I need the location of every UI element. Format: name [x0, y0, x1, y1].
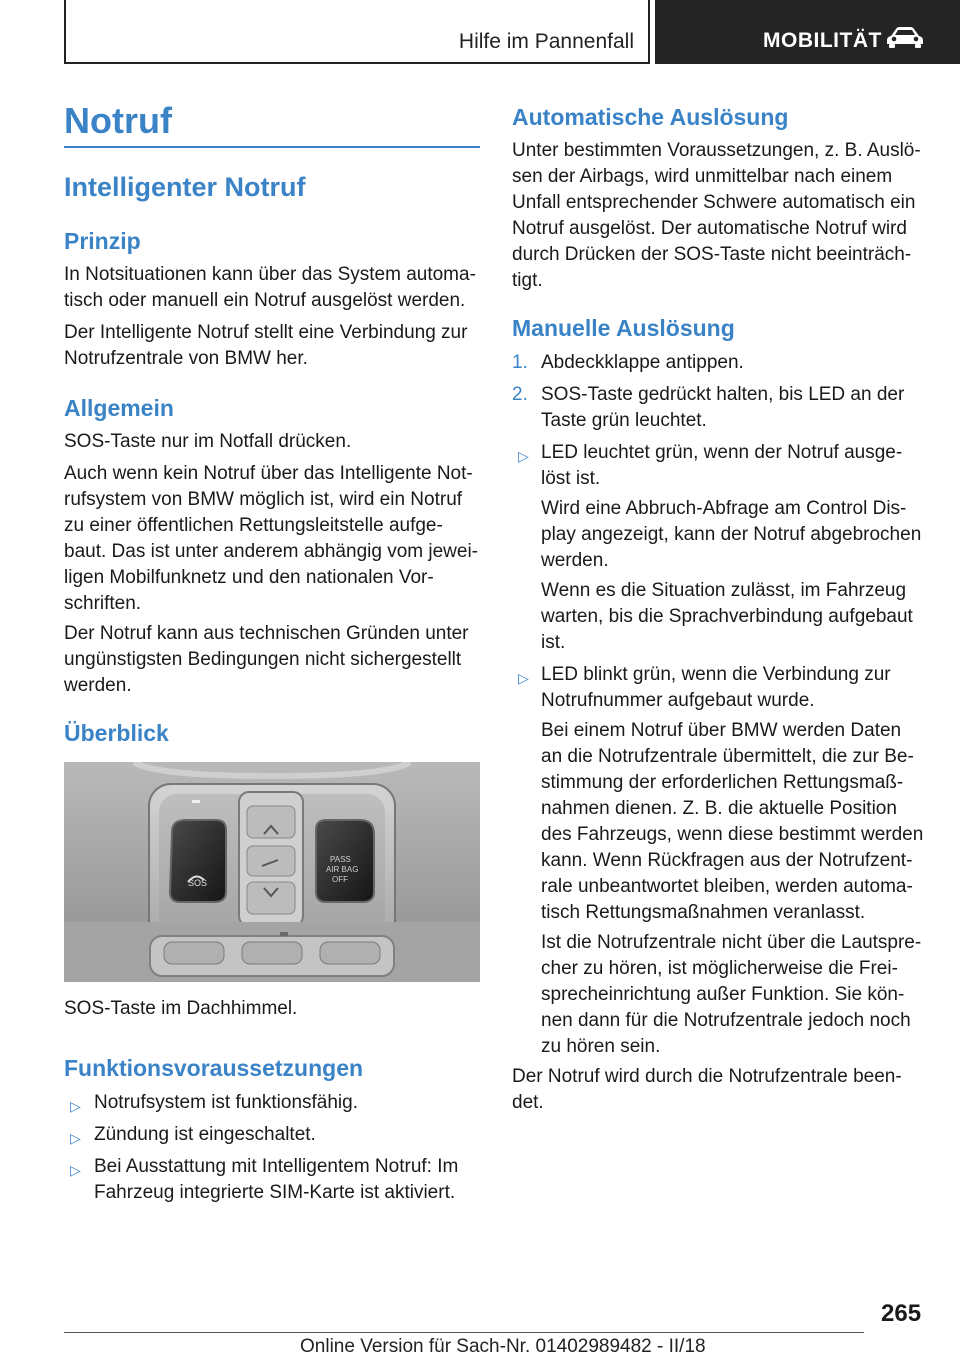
bullet-triangle-icon: ▷ — [518, 670, 529, 686]
result-text-line: nen dann für die Notrufzentrale jedoch noch — [541, 1010, 911, 1031]
allgemein-text-line: ungünstigsten Bedingungen nicht sichergestellt — [64, 649, 462, 670]
page-number: 265 — [881, 1300, 922, 1327]
heading-allgemein: Allgemein — [64, 395, 174, 421]
result-text-line: an die Notrufzentrale übermittelt, die zur Be- — [541, 746, 914, 767]
heading-prinzip: Prinzip — [64, 228, 141, 254]
allgemein-text-line: Der Notruf kann aus technischen Gründen unter — [64, 623, 469, 644]
bullet-triangle-icon: ▷ — [70, 1130, 81, 1146]
requirement-item: Bei Ausstattung mit Intelligentem Notruf: Im — [94, 1156, 459, 1177]
result-text-line: cher zu hören, ist möglicherweise die Frei- — [541, 958, 898, 979]
header-chapter-tab — [655, 0, 960, 64]
title-rule — [64, 146, 480, 148]
result-text-line: zu hören sein. — [541, 1036, 661, 1057]
auto-text-line: Notruf ausgelöst. Der automatische Notruf wird — [512, 218, 907, 239]
allgemein-text-line: Auch wenn kein Notruf über das Intelligente Not- — [64, 463, 473, 484]
airbag-label-3: OFF — [332, 875, 348, 884]
result-text-line: Wird eine Abbruch-Abfrage am Control Dis- — [541, 498, 907, 519]
result-text-line: des Fahrzeugs, wenn diese bestimmt werden — [541, 824, 924, 845]
heading-ueberblick: Überblick — [64, 720, 169, 746]
result-text-line: Ist die Notrufzentrale nicht über die Lautspre- — [541, 932, 922, 953]
page-title: Notruf — [64, 100, 172, 141]
car-icon — [886, 26, 924, 48]
prinzip-text-line: Notrufzentrale von BMW her. — [64, 348, 308, 369]
step-text: Taste grün leuchtet. — [541, 410, 707, 431]
requirement-item: Zündung ist eingeschaltet. — [94, 1124, 316, 1145]
result-text-line: warten, bis die Sprachverbindung aufgebaut — [541, 606, 913, 627]
result-text-line: ist. — [541, 632, 566, 653]
auto-text-line: Unter bestimmten Voraussetzungen, z. B. Auslö- — [512, 140, 921, 161]
allgemein-text-line: SOS-Taste nur im Notfall drücken. — [64, 431, 352, 452]
closing-text-line: Der Notruf wird durch die Notrufzentrale been- — [512, 1066, 902, 1087]
allgemein-text-line: rufsystem von BMW möglich ist, wird ein Notruf — [64, 489, 463, 510]
bullet-triangle-icon: ▷ — [70, 1162, 81, 1178]
allgemein-text-line: baut. Das ist unter anderem abhängig vom jewei- — [64, 541, 479, 562]
heading-funktionsvoraussetzungen: Funktionsvoraussetzungen — [64, 1055, 364, 1081]
bullet-triangle-icon: ▷ — [70, 1098, 81, 1114]
result-text-line: Notrufnummer aufgebaut wurde. — [541, 690, 815, 711]
footer-online-version: Online Version für Sach-Nr. 01402989482 - II/18 — [300, 1336, 706, 1357]
heading-manuelle-ausloesung: Manuelle Auslösung — [512, 315, 735, 341]
result-text-line: löst ist. — [541, 468, 601, 489]
result-text-line: LED blinkt grün, wenn die Verbindung zur — [541, 664, 891, 685]
prinzip-text-line: In Notsituationen kann über das System automa- — [64, 264, 476, 285]
result-text-line: nahmen dienen. Z. B. die aktuelle Position — [541, 798, 897, 819]
result-text-line: werden. — [541, 550, 609, 571]
result-text-line: LED leuchtet grün, wenn der Notruf ausge- — [541, 442, 903, 463]
step-number: 2. — [512, 384, 528, 405]
airbag-label-2: AIR BAG — [326, 865, 359, 874]
sos-button-photo — [64, 762, 480, 982]
section-heading-intelligenter-notruf: Intelligenter Notruf — [64, 172, 306, 202]
airbag-label-1: PASS — [330, 855, 351, 864]
bullet-triangle-icon: ▷ — [518, 448, 529, 464]
sos-label: SOS — [188, 878, 208, 888]
step-number: 1. — [512, 352, 528, 373]
requirement-item: Notrufsystem ist funktionsfähig. — [94, 1092, 358, 1113]
result-text-line: stimmung der erforderlichen Rettungsmaß- — [541, 772, 904, 793]
allgemein-text-line: schriften. — [64, 593, 142, 614]
closing-text-line: det. — [512, 1092, 544, 1113]
prinzip-text-line: tisch oder manuell ein Notruf ausgelöst werden. — [64, 290, 466, 311]
footer-rule — [64, 1332, 864, 1333]
allgemein-text-line: zu einer öffentlichen Rettungsleitstelle aufge- — [64, 515, 443, 536]
allgemein-text-line: ligen Mobilfunknetz und den nationalen Vor- — [64, 567, 434, 588]
requirement-item: Fahrzeug integrierte SIM-Karte ist aktiviert. — [94, 1182, 456, 1203]
step-text: SOS-Taste gedrückt halten, bis LED an der — [541, 384, 905, 405]
heading-automatische-ausloesung: Automatische Auslösung — [512, 104, 789, 130]
allgemein-text-line: werden. — [64, 675, 132, 696]
result-text-line: play angezeigt, kann der Notruf abgebrochen — [541, 524, 922, 545]
result-text-line: Bei einem Notruf über BMW werden Daten — [541, 720, 902, 741]
step-text: Abdeckklappe antippen. — [541, 352, 744, 373]
auto-text-line: Unfall entsprechender Schwere automatisch ein — [512, 192, 916, 213]
header-section-box — [64, 0, 650, 64]
header-section-title: Hilfe im Pannenfall — [458, 30, 634, 53]
header-chapter-title: MOBILITÄT — [763, 29, 882, 52]
auto-text-line: tigt. — [512, 270, 543, 291]
result-text-line: Wenn es die Situation zulässt, im Fahrzeug — [541, 580, 907, 601]
prinzip-text-line: Der Intelligente Notruf stellt eine Verbindung zur — [64, 322, 468, 343]
auto-text-line: sen der Airbags, wird unmittelbar nach einem — [512, 166, 893, 187]
auto-text-line: durch Drücken der SOS-Taste nicht beeinträch- — [512, 244, 912, 265]
result-text-line: tisch Rettungsmaßnahmen veranlasst. — [541, 902, 866, 923]
result-text-line: sprecheinrichtung außer Funktion. Sie kön- — [541, 984, 905, 1005]
result-text-line: kann. Wenn Rückfragen aus der Notrufzent- — [541, 850, 913, 871]
image-caption: SOS-Taste im Dachhimmel. — [64, 998, 298, 1019]
result-text-line: rale unbeantwortet bleiben, werden automa- — [541, 876, 913, 897]
